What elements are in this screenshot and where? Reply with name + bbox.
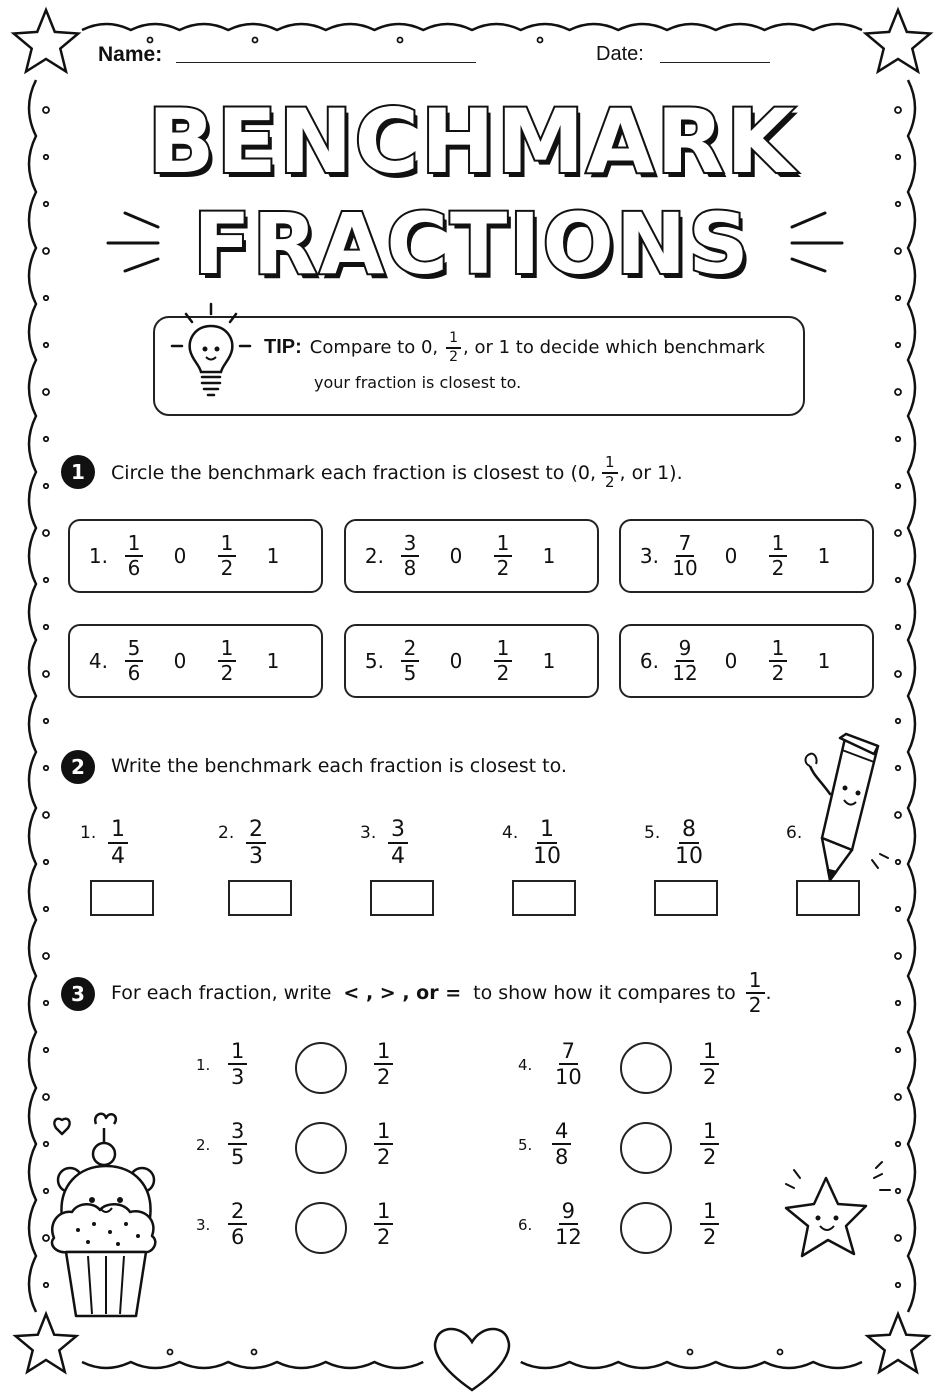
date-label: Date: [596,43,644,65]
answer-box[interactable] [654,880,718,916]
problem-fraction: $\frac{9}{12}$ [555,1199,582,1250]
problem-label: 4. [518,1056,533,1074]
problem-label: 1. [196,1056,211,1074]
section-3-half-fraction: $\frac{1}{2}$ [746,970,765,1016]
smiling-star-icon [778,1160,898,1270]
heart-icon [435,1329,509,1390]
problem-fraction: $\frac{2}{6}$ [228,1200,247,1248]
problem-fraction: $\frac{1}{6}$ [125,533,144,579]
choice-zero[interactable]: 0 [449,544,463,568]
compare-circle[interactable] [295,1202,347,1254]
section-2-number: 2 [61,750,95,784]
compare-circle[interactable] [620,1042,672,1094]
choice-zero[interactable]: 0 [449,649,463,673]
burst-lines-right [780,205,850,275]
choice-half[interactable] [757,638,799,684]
problem-label: 3. [196,1216,211,1234]
date-field[interactable] [660,62,770,63]
section-3-period: . [765,982,772,1004]
choice-half-fraction: $\frac{1}{2}$ [218,638,237,684]
tip-half-fraction: $\frac{1}{2}$ [446,331,461,364]
problem-label: 5. [518,1136,533,1154]
problem-fraction: $\frac{1}{3}$ [228,1040,247,1088]
problem-label: 3. [639,544,659,568]
benchmark-problem-6 [619,624,874,698]
answer-box[interactable] [370,880,434,916]
choice-half[interactable] [757,533,799,579]
choice-half[interactable] [206,533,248,579]
choice-half[interactable] [206,638,248,684]
choice-half-fraction: $\frac{1}{2}$ [769,638,788,684]
section-1-number: 1 [61,455,95,489]
benchmark-problem-2 [344,519,599,593]
problem-fraction: $\frac{3}{5}$ [228,1120,247,1168]
answer-box[interactable] [512,880,576,916]
choice-zero[interactable]: 0 [724,649,738,673]
compare-circle[interactable] [295,1122,347,1174]
choice-half[interactable] [482,533,524,579]
answer-box[interactable] [90,880,154,916]
choice-zero[interactable]: 0 [173,649,187,673]
half-fraction: $\frac{1}{2}$ [700,1200,719,1248]
choice-half[interactable] [482,638,524,684]
section-3-symbols: < , > , or = [343,982,462,1004]
problem-label: 4. [88,649,108,673]
section-1-instruction-after: , or 1). [619,462,683,484]
cupcake-bear-icon [48,1108,178,1322]
choice-one[interactable]: 1 [542,544,556,568]
choice-one[interactable]: 1 [542,649,556,673]
problem-fraction: $\frac{3}{8}$ [401,533,420,579]
problem-label: 1. [80,823,97,843]
problem-fraction: $\frac{7}{10}$ [555,1039,582,1090]
section-2-instruction: Write the benchmark each fraction is closest to. [111,755,567,777]
problem-label: 2. [196,1136,211,1154]
half-fraction: $\frac{1}{2}$ [374,1200,393,1248]
choice-one[interactable]: 1 [266,544,280,568]
choice-one[interactable]: 1 [266,649,280,673]
name-label: Name: [98,43,163,66]
section-1-half-fraction: $\frac{1}{2}$ [602,455,618,491]
benchmark-problem-4 [68,624,323,698]
problem-fraction: $\frac{8}{10}$ [675,817,703,870]
half-fraction: $\frac{1}{2}$ [700,1040,719,1088]
tip-text-line-2: your fraction is closest to. [314,373,522,392]
section-1-instruction-before: Circle the benchmark each fraction is closest to (0, [111,462,596,484]
section-3-instruction-after: to show how it compares to [473,982,736,1004]
problem-label: 3. [360,823,377,843]
choice-half-fraction: $\frac{1}{2}$ [494,638,513,684]
benchmark-problem-5 [344,624,599,698]
benchmark-problem-1 [68,519,323,593]
choice-one[interactable]: 1 [817,544,831,568]
section-3-number: 3 [61,977,95,1011]
benchmark-problem-3 [619,519,874,593]
choice-half-fraction: $\frac{1}{2}$ [769,533,788,579]
problem-label: 1. [88,544,108,568]
half-fraction: $\frac{1}{2}$ [374,1040,393,1088]
problem-fraction: $\frac{7}{10}$ [672,531,698,580]
problem-fraction: $\frac{2}{5}$ [401,638,420,684]
half-fraction: $\frac{1}{2}$ [700,1120,719,1168]
choice-one[interactable]: 1 [817,649,831,673]
problem-label: 6. [786,823,803,843]
burst-lines-left [100,205,170,275]
problem-label: 4. [502,823,519,843]
problem-fraction: $\frac{4}{8}$ [552,1120,571,1168]
title-line-1: BENCHMARK [147,90,797,193]
compare-circle[interactable] [620,1202,672,1254]
problem-fraction: $\frac{1}{10}$ [533,817,561,870]
title-line-2: FRACTIONS [193,195,751,293]
pencil-icon [800,720,896,890]
choice-half-fraction: $\frac{1}{2}$ [494,533,513,579]
choice-zero[interactable]: 0 [724,544,738,568]
lightbulb-icon [168,302,254,406]
problem-label: 6. [639,649,659,673]
choice-zero[interactable]: 0 [173,544,187,568]
tip-text-before: Compare to 0, [309,337,439,359]
problem-fraction: $\frac{3}{4}$ [388,818,408,868]
answer-box[interactable] [228,880,292,916]
problem-label: 5. [644,823,661,843]
problem-label: 5. [364,649,384,673]
problem-fraction: $\frac{1}{4}$ [108,818,128,868]
problem-fraction: $\frac{2}{3}$ [246,818,266,868]
problem-label: 2. [364,544,384,568]
problem-label: 2. [218,823,235,843]
half-fraction: $\frac{1}{2}$ [374,1120,393,1168]
compare-circle[interactable] [295,1042,347,1094]
tip-label: TIP: [264,336,302,359]
tip-text-after: , or 1 to decide which benchmark [463,337,765,359]
problem-fraction: $\frac{9}{12}$ [672,636,698,685]
problem-label: 6. [518,1216,533,1234]
choice-half-fraction: $\frac{1}{2}$ [218,533,237,579]
section-3-instruction-before: For each fraction, write [111,982,332,1004]
name-field[interactable] [176,62,476,63]
compare-circle[interactable] [620,1122,672,1174]
problem-fraction: $\frac{5}{6}$ [125,638,144,684]
